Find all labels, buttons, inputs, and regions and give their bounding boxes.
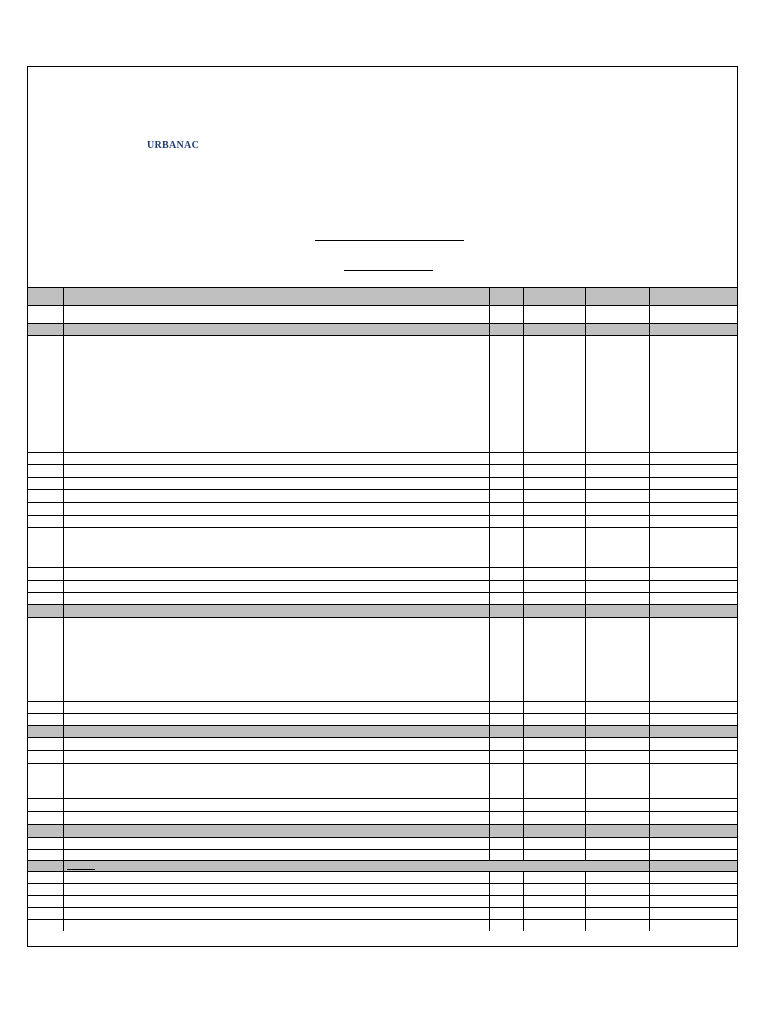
quantity-cell [523, 593, 585, 604]
table-row [28, 527, 737, 567]
section-header-row [28, 860, 737, 871]
quantity-cell [523, 751, 585, 763]
rate-cell [585, 872, 649, 883]
unit-cell [489, 605, 523, 617]
quantity-cell [523, 872, 585, 883]
description-cell [63, 920, 489, 931]
rate-cell [585, 306, 649, 323]
rate-cell [585, 528, 649, 567]
quantity-cell [523, 324, 585, 335]
quantity-cell [523, 850, 585, 860]
rate-cell [585, 896, 649, 907]
description-cell [63, 306, 489, 323]
table-row [28, 477, 737, 489]
amount-cell [649, 838, 737, 849]
item-no-cell [28, 799, 63, 811]
rate-cell [585, 503, 649, 515]
amount-cell [649, 751, 737, 763]
description-cell [63, 726, 489, 737]
table-row [28, 567, 737, 580]
table-row [28, 907, 737, 919]
amount-cell [649, 908, 737, 919]
item-no-cell [28, 490, 63, 502]
item-no-cell [28, 336, 63, 452]
amount-cell [649, 702, 737, 713]
unit-cell [489, 618, 523, 701]
rate-cell [585, 490, 649, 502]
rate-cell [585, 618, 649, 701]
amount-cell [649, 825, 737, 837]
item-no-cell [28, 896, 63, 907]
description-cell [63, 336, 489, 452]
underline-mark [67, 869, 95, 870]
quantity-cell [523, 568, 585, 580]
amount-cell [649, 920, 737, 931]
quantity-cell [523, 288, 585, 305]
rate-cell [585, 568, 649, 580]
amount-cell [649, 593, 737, 604]
amount-cell [649, 324, 737, 335]
description-cell [63, 324, 489, 335]
unit-cell [489, 581, 523, 592]
description-cell [63, 516, 489, 527]
table-row [28, 515, 737, 527]
description-cell [63, 896, 489, 907]
unit-cell [489, 528, 523, 567]
description-cell [63, 702, 489, 713]
amount-cell [649, 884, 737, 895]
table-row [28, 883, 737, 895]
description-cell [63, 490, 489, 502]
amount-cell [649, 738, 737, 750]
item-no-cell [28, 751, 63, 763]
rate-cell [585, 884, 649, 895]
rate-cell [585, 702, 649, 713]
rate-cell [585, 516, 649, 527]
item-no-cell [28, 812, 63, 824]
quantity-cell [523, 503, 585, 515]
unit-cell [489, 568, 523, 580]
quantity-cell [523, 884, 585, 895]
table-row [28, 871, 737, 883]
section-header-row [28, 287, 737, 305]
table-row [28, 452, 737, 464]
amount-cell [649, 306, 737, 323]
description-cell [63, 478, 489, 489]
unit-cell [489, 306, 523, 323]
rate-cell [585, 825, 649, 837]
table-row [28, 750, 737, 763]
description-cell [63, 593, 489, 604]
amount-cell [649, 812, 737, 824]
rate-cell [585, 453, 649, 464]
amount-cell [649, 896, 737, 907]
amount-cell [649, 490, 737, 502]
description-cell [63, 581, 489, 592]
item-no-cell [28, 453, 63, 464]
amount-cell [649, 568, 737, 580]
description-cell [63, 872, 489, 883]
rate-cell [585, 478, 649, 489]
quantity-cell [523, 764, 585, 798]
amount-cell [649, 336, 737, 452]
unit-cell [489, 812, 523, 824]
quantity-cell [523, 618, 585, 701]
line-items-table [28, 287, 737, 931]
quantity-cell [523, 838, 585, 849]
item-no-cell [28, 738, 63, 750]
amount-cell [649, 516, 737, 527]
unit-cell [489, 490, 523, 502]
quantity-cell [523, 738, 585, 750]
quantity-cell [523, 465, 585, 477]
unit-cell [489, 593, 523, 604]
unit-cell [489, 336, 523, 452]
item-no-cell [28, 872, 63, 883]
table-row [28, 701, 737, 713]
rate-cell [585, 812, 649, 824]
table-row [28, 502, 737, 515]
amount-cell [649, 453, 737, 464]
section-header-row [28, 323, 737, 335]
amount-cell [649, 714, 737, 725]
table-row [28, 849, 737, 860]
amount-cell [649, 764, 737, 798]
unit-cell [489, 324, 523, 335]
quantity-cell [523, 453, 585, 464]
amount-cell [649, 478, 737, 489]
unit-cell [489, 503, 523, 515]
rate-cell [585, 581, 649, 592]
quantity-cell [523, 516, 585, 527]
description-cell [63, 605, 489, 617]
description-cell [63, 838, 489, 849]
rate-cell [585, 799, 649, 811]
unit-cell [489, 478, 523, 489]
quantity-cell [523, 581, 585, 592]
item-no-cell [28, 618, 63, 701]
quantity-cell [523, 908, 585, 919]
item-no-cell [28, 726, 63, 737]
description-cell [63, 764, 489, 798]
rate-cell [585, 288, 649, 305]
table-row [28, 335, 737, 452]
description-cell [63, 884, 489, 895]
quantity-cell [523, 726, 585, 737]
item-no-cell [28, 324, 63, 335]
description-cell [63, 751, 489, 763]
table-row [28, 713, 737, 725]
rate-cell [585, 726, 649, 737]
unit-cell [489, 825, 523, 837]
amount-cell [649, 288, 737, 305]
unit-cell [489, 884, 523, 895]
table-row [28, 580, 737, 592]
item-no-cell [28, 503, 63, 515]
rate-cell [585, 714, 649, 725]
table-row [28, 464, 737, 477]
description-cell [63, 850, 489, 860]
description-cell [63, 861, 650, 871]
table-row [28, 895, 737, 907]
item-no-cell [28, 920, 63, 931]
item-no-cell [28, 764, 63, 798]
table-row [28, 489, 737, 502]
section-header-row [28, 725, 737, 737]
quantity-cell [523, 920, 585, 931]
rate-cell [585, 593, 649, 604]
section-header-row [28, 824, 737, 837]
table-row [28, 798, 737, 811]
unit-cell [489, 872, 523, 883]
title-underline-2 [344, 270, 433, 271]
item-no-cell [28, 908, 63, 919]
description-cell [63, 453, 489, 464]
quantity-cell [523, 812, 585, 824]
document-sheet [27, 66, 738, 947]
rate-cell [585, 850, 649, 860]
item-no-cell [28, 528, 63, 567]
item-no-cell [28, 568, 63, 580]
quantity-cell [523, 702, 585, 713]
rate-cell [585, 908, 649, 919]
rate-cell [585, 336, 649, 452]
item-no-cell [28, 702, 63, 713]
description-cell [63, 528, 489, 567]
rate-cell [585, 751, 649, 763]
unit-cell [489, 896, 523, 907]
item-no-cell [28, 825, 63, 837]
amount-cell [649, 850, 737, 860]
unit-cell [489, 714, 523, 725]
item-no-cell [28, 838, 63, 849]
unit-cell [489, 751, 523, 763]
rate-cell [585, 465, 649, 477]
item-no-cell [28, 714, 63, 725]
rate-cell [585, 838, 649, 849]
quantity-cell [523, 528, 585, 567]
table-row [28, 305, 737, 323]
quantity-cell [523, 306, 585, 323]
description-cell [63, 799, 489, 811]
quantity-cell [523, 799, 585, 811]
table-row [28, 763, 737, 798]
amount-cell [649, 618, 737, 701]
item-no-cell [28, 884, 63, 895]
item-no-cell [28, 306, 63, 323]
unit-cell [489, 288, 523, 305]
description-cell [63, 568, 489, 580]
item-no-cell [28, 288, 63, 305]
amount-cell [649, 605, 737, 617]
table-row [28, 919, 737, 931]
description-cell [63, 812, 489, 824]
quantity-cell [523, 490, 585, 502]
quantity-cell [523, 336, 585, 452]
item-no-cell [28, 581, 63, 592]
rate-cell [585, 764, 649, 798]
company-logo-text: URBANAC [147, 140, 200, 151]
quantity-cell [523, 825, 585, 837]
description-cell [63, 825, 489, 837]
unit-cell [489, 702, 523, 713]
unit-cell [489, 726, 523, 737]
description-cell [63, 714, 489, 725]
table-row [28, 837, 737, 849]
item-no-cell [28, 593, 63, 604]
unit-cell [489, 453, 523, 464]
rate-cell [585, 324, 649, 335]
item-no-cell [28, 605, 63, 617]
table-row [28, 811, 737, 824]
unit-cell [489, 838, 523, 849]
unit-cell [489, 764, 523, 798]
amount-cell [649, 799, 737, 811]
title-underline-1 [315, 240, 464, 241]
unit-cell [489, 920, 523, 931]
amount-cell [649, 872, 737, 883]
table-row [28, 737, 737, 750]
amount-cell [649, 503, 737, 515]
unit-cell [489, 908, 523, 919]
amount-cell [649, 861, 737, 871]
description-cell [63, 503, 489, 515]
description-cell [63, 908, 489, 919]
item-no-cell [28, 850, 63, 860]
rate-cell [585, 605, 649, 617]
unit-cell [489, 850, 523, 860]
item-no-cell [28, 861, 63, 871]
description-cell [63, 465, 489, 477]
description-cell [63, 738, 489, 750]
unit-cell [489, 799, 523, 811]
quantity-cell [523, 714, 585, 725]
unit-cell [489, 738, 523, 750]
amount-cell [649, 528, 737, 567]
quantity-cell [523, 605, 585, 617]
rate-cell [585, 738, 649, 750]
table-row [28, 617, 737, 701]
quantity-cell [523, 896, 585, 907]
item-no-cell [28, 516, 63, 527]
table-row [28, 592, 737, 604]
amount-cell [649, 465, 737, 477]
unit-cell [489, 516, 523, 527]
amount-cell [649, 726, 737, 737]
item-no-cell [28, 465, 63, 477]
description-cell [63, 288, 489, 305]
unit-cell [489, 465, 523, 477]
quantity-cell [523, 478, 585, 489]
item-no-cell [28, 478, 63, 489]
amount-cell [649, 581, 737, 592]
section-header-row [28, 604, 737, 617]
rate-cell [585, 920, 649, 931]
description-cell [63, 618, 489, 701]
